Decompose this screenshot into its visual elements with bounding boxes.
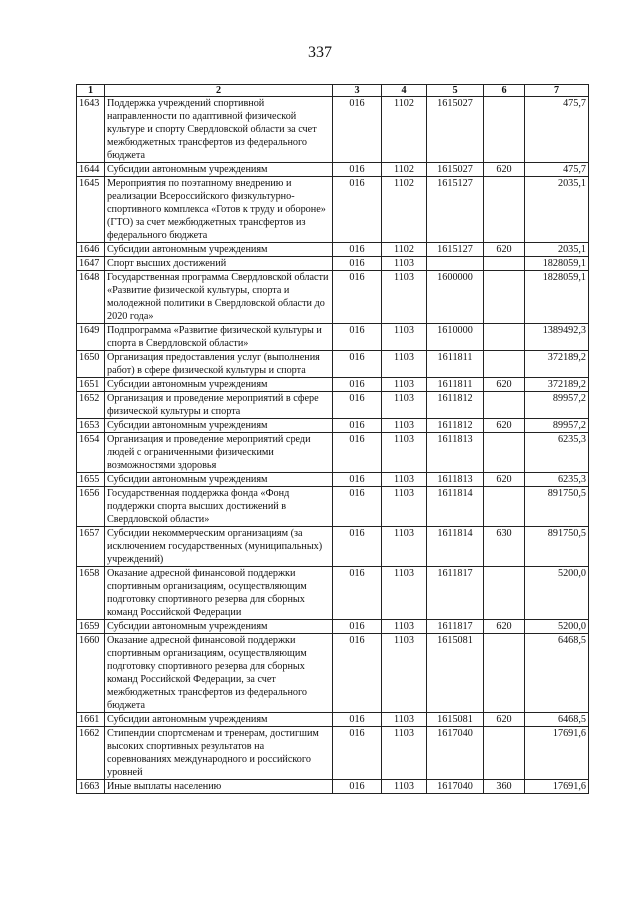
- row-code-section: 1103: [382, 527, 427, 567]
- row-code-expense-type: [484, 97, 525, 163]
- row-amount: 372189,2: [525, 351, 589, 378]
- row-code-ministry: 016: [333, 727, 382, 780]
- row-code-section: 1103: [382, 433, 427, 473]
- row-amount: 475,7: [525, 97, 589, 163]
- table-row: [77, 392, 589, 419]
- row-number: 1662: [77, 727, 105, 780]
- row-number: 1649: [77, 324, 105, 351]
- row-description: Субсидии автономным учреждениям: [105, 419, 333, 433]
- row-code-section: 1102: [382, 163, 427, 177]
- row-code-expense-type: [484, 257, 525, 271]
- table-row: [77, 97, 589, 163]
- row-code-target: 1611817: [427, 567, 484, 620]
- row-code-section: 1103: [382, 567, 427, 620]
- row-amount: 89957,2: [525, 419, 589, 433]
- table-row: [77, 324, 589, 351]
- row-amount: 6468,5: [525, 713, 589, 727]
- row-code-ministry: 016: [333, 487, 382, 527]
- row-code-section: 1102: [382, 97, 427, 163]
- table-row: [77, 527, 589, 567]
- row-amount: 891750,5: [525, 527, 589, 567]
- row-amount: 5200,0: [525, 620, 589, 634]
- header-col-3: 3: [333, 85, 382, 97]
- row-code-target: 1611814: [427, 527, 484, 567]
- row-amount: 2035,1: [525, 243, 589, 257]
- row-code-section: 1103: [382, 620, 427, 634]
- row-description: Государственная программа Свердловской области «Развитие физической культуры, спорта и молодежной политики в Свердловской области до 2020 года»: [105, 271, 333, 324]
- row-code-ministry: 016: [333, 567, 382, 620]
- row-code-target: [427, 257, 484, 271]
- row-code-expense-type: [484, 351, 525, 378]
- row-number: 1660: [77, 634, 105, 713]
- row-number: 1656: [77, 487, 105, 527]
- row-code-expense-type: [484, 487, 525, 527]
- table-row: [77, 419, 589, 433]
- row-code-target: 1611812: [427, 392, 484, 419]
- row-code-expense-type: [484, 392, 525, 419]
- table-row: [77, 177, 589, 243]
- row-code-ministry: 016: [333, 163, 382, 177]
- row-code-ministry: 016: [333, 177, 382, 243]
- row-code-target: 1615081: [427, 713, 484, 727]
- row-code-ministry: 016: [333, 473, 382, 487]
- row-code-section: 1103: [382, 378, 427, 392]
- row-number: 1661: [77, 713, 105, 727]
- row-code-target: 1615127: [427, 243, 484, 257]
- table-header-row: [77, 85, 589, 97]
- row-description: Стипендии спортсменам и тренерам, достигшим высоких спортивных результатов на соревнованиях международного и российского уровней: [105, 727, 333, 780]
- row-amount: 17691,6: [525, 780, 589, 794]
- row-code-ministry: 016: [333, 243, 382, 257]
- row-code-target: 1611817: [427, 620, 484, 634]
- row-code-section: 1102: [382, 177, 427, 243]
- row-description: Спорт высших достижений: [105, 257, 333, 271]
- header-col-7: 7: [525, 85, 589, 97]
- row-code-section: 1102: [382, 243, 427, 257]
- row-description: Поддержка учреждений спортивной направленности по адаптивной физической культуре и спорту Свердловской области за счет межбюджетных трансфертов из федерального бюджета: [105, 97, 333, 163]
- row-code-expense-type: 620: [484, 243, 525, 257]
- row-number: 1654: [77, 433, 105, 473]
- row-amount: 6235,3: [525, 433, 589, 473]
- row-description: Субсидии некоммерческим организациям (за исключением государственных (муниципальных) учреждений): [105, 527, 333, 567]
- row-number: 1651: [77, 378, 105, 392]
- header-col-4: 4: [382, 85, 427, 97]
- row-code-ministry: 016: [333, 780, 382, 794]
- table-row: [77, 567, 589, 620]
- row-code-ministry: 016: [333, 620, 382, 634]
- row-code-target: 1615127: [427, 177, 484, 243]
- row-amount: 17691,6: [525, 727, 589, 780]
- row-code-ministry: 016: [333, 419, 382, 433]
- row-code-expense-type: 620: [484, 163, 525, 177]
- row-code-expense-type: [484, 634, 525, 713]
- table-row: [77, 727, 589, 780]
- row-description: Оказание адресной финансовой поддержки спортивным организациям, осуществляющим подготовку спортивного резерва для сборных команд Российской Федерации: [105, 567, 333, 620]
- row-description: Подпрограмма «Развитие физической культуры и спорта в Свердловской области»: [105, 324, 333, 351]
- table-row: [77, 163, 589, 177]
- row-code-expense-type: 620: [484, 473, 525, 487]
- row-code-ministry: 016: [333, 378, 382, 392]
- row-description: Субсидии автономным учреждениям: [105, 378, 333, 392]
- row-code-section: 1103: [382, 271, 427, 324]
- row-number: 1644: [77, 163, 105, 177]
- table-row: [77, 271, 589, 324]
- row-code-expense-type: [484, 177, 525, 243]
- row-code-expense-type: [484, 433, 525, 473]
- row-description: Организация и проведение мероприятий в сфере физической культуры и спорта: [105, 392, 333, 419]
- row-code-section: 1103: [382, 780, 427, 794]
- row-code-ministry: 016: [333, 713, 382, 727]
- row-code-target: 1611813: [427, 433, 484, 473]
- row-description: Субсидии автономным учреждениям: [105, 620, 333, 634]
- row-code-ministry: 016: [333, 257, 382, 271]
- row-amount: 5200,0: [525, 567, 589, 620]
- row-description: Субсидии автономным учреждениям: [105, 163, 333, 177]
- row-code-target: 1611814: [427, 487, 484, 527]
- header-col-6: 6: [484, 85, 525, 97]
- table-row: [77, 634, 589, 713]
- row-amount: 1828059,1: [525, 257, 589, 271]
- row-number: 1643: [77, 97, 105, 163]
- row-code-expense-type: 620: [484, 713, 525, 727]
- row-code-ministry: 016: [333, 271, 382, 324]
- row-number: 1650: [77, 351, 105, 378]
- row-description: Субсидии автономным учреждениям: [105, 473, 333, 487]
- row-code-target: 1615027: [427, 97, 484, 163]
- row-number: 1645: [77, 177, 105, 243]
- row-number: 1653: [77, 419, 105, 433]
- row-code-expense-type: 620: [484, 419, 525, 433]
- row-description: Иные выплаты населению: [105, 780, 333, 794]
- row-code-target: 1615081: [427, 634, 484, 713]
- table-body: [77, 97, 589, 794]
- row-number: 1655: [77, 473, 105, 487]
- header-col-5: 5: [427, 85, 484, 97]
- row-amount: 891750,5: [525, 487, 589, 527]
- row-code-target: 1611812: [427, 419, 484, 433]
- budget-table: [76, 84, 589, 794]
- row-description: Мероприятия по поэтапному внедрению и реализации Всероссийского физкультурно-спортивного комплекса «Готов к труду и обороне» (ГТО) за счет межбюджетных трансфертов из федерального бюджета: [105, 177, 333, 243]
- row-amount: 89957,2: [525, 392, 589, 419]
- row-amount: 6235,3: [525, 473, 589, 487]
- row-number: 1657: [77, 527, 105, 567]
- page-number: 337: [308, 44, 332, 61]
- table-row: [77, 243, 589, 257]
- row-amount: 2035,1: [525, 177, 589, 243]
- row-code-expense-type: [484, 727, 525, 780]
- row-number: 1646: [77, 243, 105, 257]
- row-code-ministry: 016: [333, 634, 382, 713]
- row-code-target: 1610000: [427, 324, 484, 351]
- row-code-section: 1103: [382, 257, 427, 271]
- row-code-expense-type: [484, 324, 525, 351]
- row-amount: 475,7: [525, 163, 589, 177]
- row-code-target: 1615027: [427, 163, 484, 177]
- row-number: 1663: [77, 780, 105, 794]
- row-code-section: 1103: [382, 727, 427, 780]
- row-amount: 372189,2: [525, 378, 589, 392]
- row-code-target: 1617040: [427, 780, 484, 794]
- row-code-section: 1103: [382, 324, 427, 351]
- table-row: [77, 620, 589, 634]
- table-row: [77, 780, 589, 794]
- row-amount: 1389492,3: [525, 324, 589, 351]
- row-description: Субсидии автономным учреждениям: [105, 243, 333, 257]
- header-col-1: 1: [77, 85, 105, 97]
- row-code-expense-type: 630: [484, 527, 525, 567]
- table-row: [77, 473, 589, 487]
- table-row: [77, 351, 589, 378]
- row-description: Оказание адресной финансовой поддержки спортивным организациям, осуществляющим подготовку спортивного резерва для сборных команд Российской Федерации, за счет межбюджетных трансфертов из федерального бюджета: [105, 634, 333, 713]
- row-code-ministry: 016: [333, 97, 382, 163]
- table-row: [77, 433, 589, 473]
- row-code-ministry: 016: [333, 527, 382, 567]
- row-code-ministry: 016: [333, 433, 382, 473]
- row-amount: 6468,5: [525, 634, 589, 713]
- row-description: Организация предоставления услуг (выполнения работ) в сфере физической культуры и спорта: [105, 351, 333, 378]
- row-code-target: 1611811: [427, 351, 484, 378]
- row-description: Государственная поддержка фонда «Фонд поддержки спорта высших достижений в Свердловской области»: [105, 487, 333, 527]
- row-code-expense-type: [484, 567, 525, 620]
- row-code-section: 1103: [382, 473, 427, 487]
- row-code-ministry: 016: [333, 324, 382, 351]
- row-code-section: 1103: [382, 419, 427, 433]
- row-code-ministry: 016: [333, 392, 382, 419]
- table-row: [77, 713, 589, 727]
- row-number: 1652: [77, 392, 105, 419]
- row-code-target: 1611811: [427, 378, 484, 392]
- row-code-target: 1611813: [427, 473, 484, 487]
- row-number: 1658: [77, 567, 105, 620]
- row-number: 1659: [77, 620, 105, 634]
- row-code-target: 1600000: [427, 271, 484, 324]
- row-code-section: 1103: [382, 634, 427, 713]
- row-number: 1647: [77, 257, 105, 271]
- row-code-section: 1103: [382, 351, 427, 378]
- table-row: [77, 378, 589, 392]
- row-description: Организация и проведение мероприятий среди людей с ограниченными физическими возможностями здоровья: [105, 433, 333, 473]
- row-code-section: 1103: [382, 487, 427, 527]
- row-code-target: 1617040: [427, 727, 484, 780]
- header-col-2: 2: [105, 85, 333, 97]
- row-description: Субсидии автономным учреждениям: [105, 713, 333, 727]
- table-row: [77, 487, 589, 527]
- table-row: [77, 257, 589, 271]
- row-code-expense-type: 620: [484, 620, 525, 634]
- row-code-expense-type: [484, 271, 525, 324]
- row-code-section: 1103: [382, 713, 427, 727]
- row-code-expense-type: 360: [484, 780, 525, 794]
- row-code-ministry: 016: [333, 351, 382, 378]
- row-code-section: 1103: [382, 392, 427, 419]
- row-amount: 1828059,1: [525, 271, 589, 324]
- row-number: 1648: [77, 271, 105, 324]
- row-code-expense-type: 620: [484, 378, 525, 392]
